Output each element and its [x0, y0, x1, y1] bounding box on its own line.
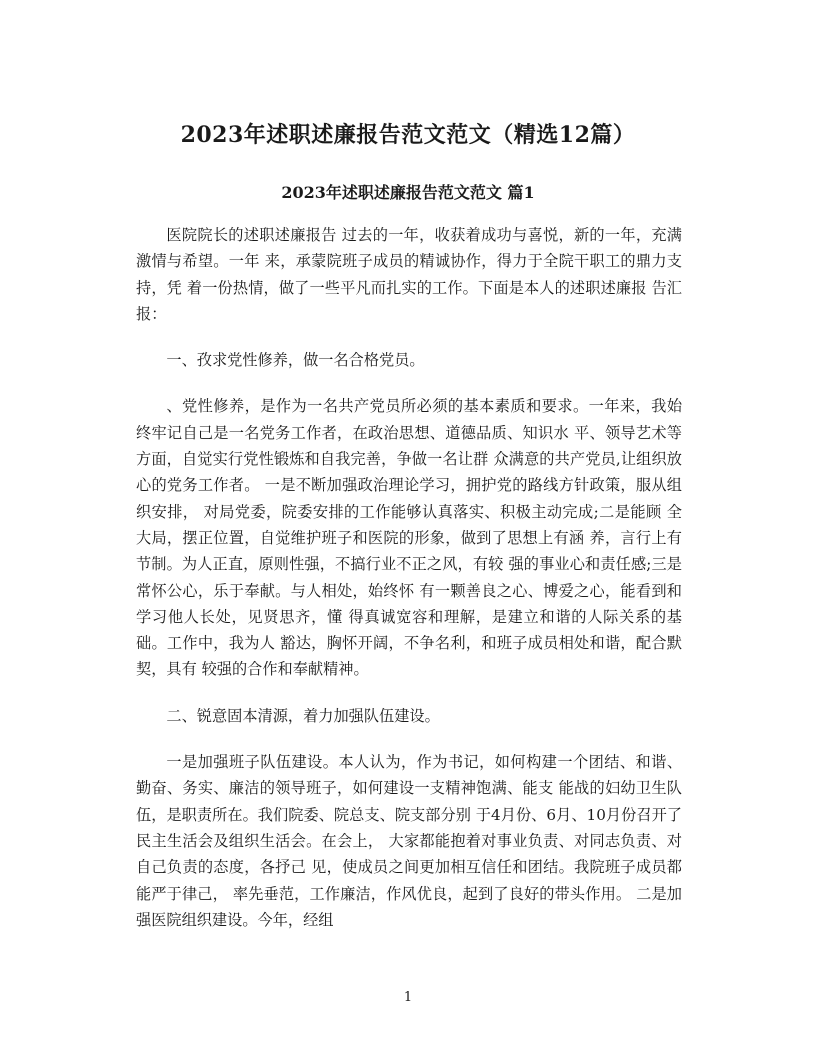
paragraph-party-cultivation: 、党性修养，是作为一名共产党员所必须的基本素质和要求。一年来，我始终牢记自己是一名党务工作者，在政治思想、道德品质、知识水 平、领导艺术等方面，自觉实行党性锻炼和自我完善，争做一名让群 众满意的共产党员,让组织放心的党务工作者。 一是不断加强政治理论学习，拥护党的路线方针政策，服从组织安排， 对局党委，院委安排的工作能够认真落实、积极主动完成;二是能顾 全大局，摆正位置，自觉维护班子和医院的形象，做到了思想上有涵 养，言行上有节制。为人正直，原则性强，不搞行业不正之风，有较 强的事业心和责任感;三是常怀公心，乐于奉献。与人相处，始终怀 有一颗善良之心、博爱之心，能看到和学习他人长处，见贤思齐，懂 得真诚宽容和理解，是建立和谐的人际关系的基础。工作中，我为人 豁达，胸怀开阔，不争名利，和班子成员相处和谐，配合默契，具有 较强的合作和奉献精神。: [136, 397, 682, 679]
paragraph-team-building: 一是加强班子队伍建设。本人认为，作为书记，如何构建一个团结、和谐、勤奋、务实、廉洁的领导班子，如何建设一支精神饱满、能支 能战的妇幼卫生队伍，是职责所在。我们院委、院总支、院支部分别 于4月份、6月、10月份召开了民主生活会及组织生活会。在会上， 大家都能抱着对事业负责、对同志负责、对自己负责的态度，各抒己 见，使成员之间更加相互信任和团结。我院班子成员都能严于律己， 率先垂范，工作廉洁，作风优良，起到了良好的带头作用。 二是加强医院组织建设。今年，经组: [136, 753, 682, 929]
paragraph-intro: 医院院长的述职述廉报告 过去的一年，收获着成功与喜悦，新的一年，充满激情与希望。一年 来，承蒙院班子成员的精诚协作，得力于全院干职工的鼎力支持，凭 着一份热情，做了一些平凡而扎实的工作。下面是本人的述职述廉报 告汇报：: [136, 226, 682, 323]
page-number: 1: [403, 990, 413, 1005]
document-body: [136, 222, 682, 953]
heading-party-cultivation: 一、孜求党性修养，做一名合格党员。: [166, 351, 425, 370]
document-title: 2023年述职述廉报告范文范文（精选12篇）: [180, 122, 636, 148]
heading-team-building: 二、锐意固本清源，着力加强队伍建设。: [166, 706, 440, 725]
section-title: 2023年述职述廉报告范文范文 篇1: [281, 183, 535, 202]
